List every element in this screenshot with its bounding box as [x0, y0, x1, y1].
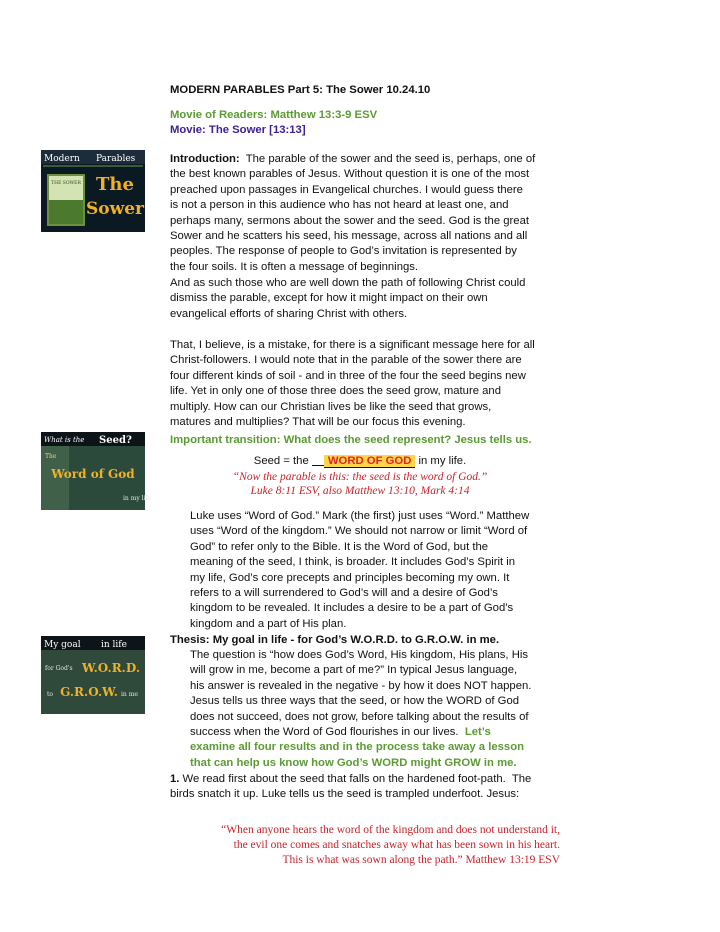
point1-line-first: 1. We read first about the seed that falls on the hardened foot-path. The: [170, 773, 532, 785]
quote1-reference: Luke 8:11 ESV, also Matthew 13:10, Mark 4:14: [250, 485, 470, 497]
slide2-footer: in my life: [123, 495, 152, 502]
thesis-line: The question is “how does God’s Word, His kingdom, His plans, His: [190, 649, 529, 661]
introduction-paragraph: [170, 152, 560, 275]
intro-line: is not a person in this audience who has not heard at least one, and: [170, 199, 509, 212]
seed-pre-text: Seed = the: [253, 455, 312, 467]
intro-line: perhaps many, sermons about the sower and the seed. God is the great: [170, 214, 529, 227]
thesis-line: does not succeed, does not grow, before talking about the results of: [190, 710, 529, 723]
intro-label: Introduction:: [170, 153, 240, 165]
slide3-right-bottom: in me: [121, 691, 138, 698]
luke-line: kingdom and a part of His plan.: [190, 617, 347, 630]
paragraph-2: [170, 276, 560, 322]
luke-line: uses “Word of the kingdom.” We should not narrow or limit “Word of: [190, 525, 528, 538]
slide1-book-text: THE SOWER: [51, 181, 81, 186]
luke-line: God” to refer only to the Bible. It is the Word of God, but the: [190, 540, 489, 553]
point-1-paragraph: [170, 772, 570, 803]
intro-line: Sower and he scatters his seed, his message, across all nations and all: [170, 230, 528, 243]
movie-lines: [170, 108, 560, 139]
para3-line: Christ-followers. I would note that in the parable of the sower there are: [170, 354, 522, 367]
para3-line: That, I believe, is a mistake, for there is a significant message here for all: [170, 339, 535, 351]
movie-sower: Movie: The Sower [13:13]: [170, 124, 306, 137]
thesis-green-line: examine all four results and in the process take away a lesson: [190, 741, 525, 754]
thesis-line: will grow in me, become a part of me?” In typical Jesus language,: [190, 664, 518, 677]
luke-line: meaning of the seed, I think, is broader. It includes God’s Spirit in: [190, 556, 516, 569]
luke-line: kingdom to be revealed. It includes a desire to be a part of God’s: [190, 602, 514, 615]
slide1-header-right: Parables: [96, 154, 136, 164]
slide3-title-word: W.O.R.D.: [81, 661, 141, 675]
thesis-line-mixed: success when the Word of God flourishes in our lives. Let’s: [190, 726, 491, 739]
thesis-statement: Thesis: My goal in life - for God’s W.O.R.D. to G.R.O.W. in me.: [170, 634, 500, 646]
quote-matthew-13-19: [200, 823, 560, 868]
slide-seed-graphic: [41, 432, 152, 510]
slide3-header-left: My goal: [44, 640, 81, 650]
thesis-line: his answer is revealed in the negative - by how it does NOT happen.: [190, 679, 532, 692]
thesis-line: Jesus tells us three ways that the seed, or how the WORD of God: [190, 695, 520, 708]
intro-line: preached upon passages in Evangelical churches. I would guess there: [170, 183, 523, 196]
quote1-line: “Now the parable is this: the seed is the word of God.”: [232, 471, 488, 483]
paragraph-3: [170, 338, 560, 430]
point1-line: birds snatch it up. Luke tells us the seed is trampled underfoot. Jesus:: [170, 788, 520, 801]
para2-line: dismiss the parable, except for how it might impact on their own: [170, 292, 488, 305]
luke-paragraph: [190, 509, 560, 632]
slide2-header-right: Seed?: [99, 435, 132, 446]
thesis-green-line: that can help us know how God’s WORD might GROW in me.: [190, 756, 517, 769]
intro-line: the four soils. It is often a message of beginnings.: [170, 260, 419, 273]
slide-thumbnail-sower: [41, 150, 145, 232]
slide1-header-left: Modern: [44, 154, 80, 164]
slide-goal-graphic: [41, 636, 145, 714]
quote2-line: “When anyone hears the word of the kingdom and does not understand it,: [221, 824, 560, 836]
intro-line-first: Introduction: The parable of the sower and the seed is, perhaps, one of: [170, 153, 536, 165]
quote2-line: the evil one comes and snatches away what has been sown in his heart.: [233, 839, 560, 851]
seed-fill-blank: WORD OF GOD: [324, 455, 415, 468]
slide1-title-line2: Sower: [85, 199, 145, 219]
quote2-line: This is what was sown along the path.” Matthew 13:19 ESV: [282, 854, 560, 866]
thesis-paragraph: [190, 648, 570, 771]
intro-line: peoples. The response of people to God’s invitation is represented by: [170, 245, 517, 258]
para2-line: evangelical efforts of sharing Christ with others.: [170, 307, 408, 320]
seed-post-text: in my life.: [415, 455, 467, 467]
para3-line: matures and multiplies? That will be our focus this evening.: [170, 416, 466, 429]
luke-line: refers to a will surrendered to God’s will and a desire of God’s: [190, 587, 498, 600]
para3-line: multiply. How can our Christian lives be like the seed that grows,: [170, 400, 492, 413]
luke-line: Luke uses “Word of God.” Mark (the first) just uses “Word.” Matthew: [190, 510, 530, 522]
slide-sower-graphic: [41, 150, 145, 232]
movie-readers: Movie of Readers: Matthew 13:3-9 ESV: [170, 109, 378, 121]
slide-thumbnail-seed: [41, 432, 152, 510]
para3-line: four different kinds of soil - and in three of the four the seed begins new: [170, 369, 526, 382]
slide3-left-bottom: to: [47, 691, 54, 698]
point-number: 1.: [170, 773, 180, 785]
slide2-header-left: What is the: [44, 436, 85, 444]
slide3-header-right: in life: [101, 640, 127, 650]
slide3-title-grow: G.R.O.W.: [60, 685, 118, 699]
slide2-title: Word of God: [51, 467, 135, 481]
luke-line: my life, God’s core precepts and principles becoming my own. It: [190, 571, 510, 584]
slide-thumbnail-goal: [41, 636, 145, 714]
thesis-green-start: Let’s: [464, 726, 491, 739]
para3-line: life. Yet in only one of those three does the seed grow, mature and: [170, 385, 501, 398]
slide3-left-top: for God's: [45, 665, 73, 672]
quote-luke-8-11: [170, 470, 550, 498]
blank-underline: [312, 454, 324, 466]
document-title: MODERN PARABLES Part 5: The Sower 10.24.10: [170, 84, 431, 96]
para2-line: And as such those who are well down the path of following Christ could: [170, 277, 526, 289]
seed-statement: [170, 454, 550, 469]
slide2-title-small: The: [45, 453, 57, 460]
intro-line: the best known parables of Jesus. Without question it is one of the most: [170, 168, 530, 181]
important-transition: Important transition: What does the seed represent? Jesus tells us.: [170, 434, 532, 446]
slide1-title-line1: The: [96, 174, 134, 195]
